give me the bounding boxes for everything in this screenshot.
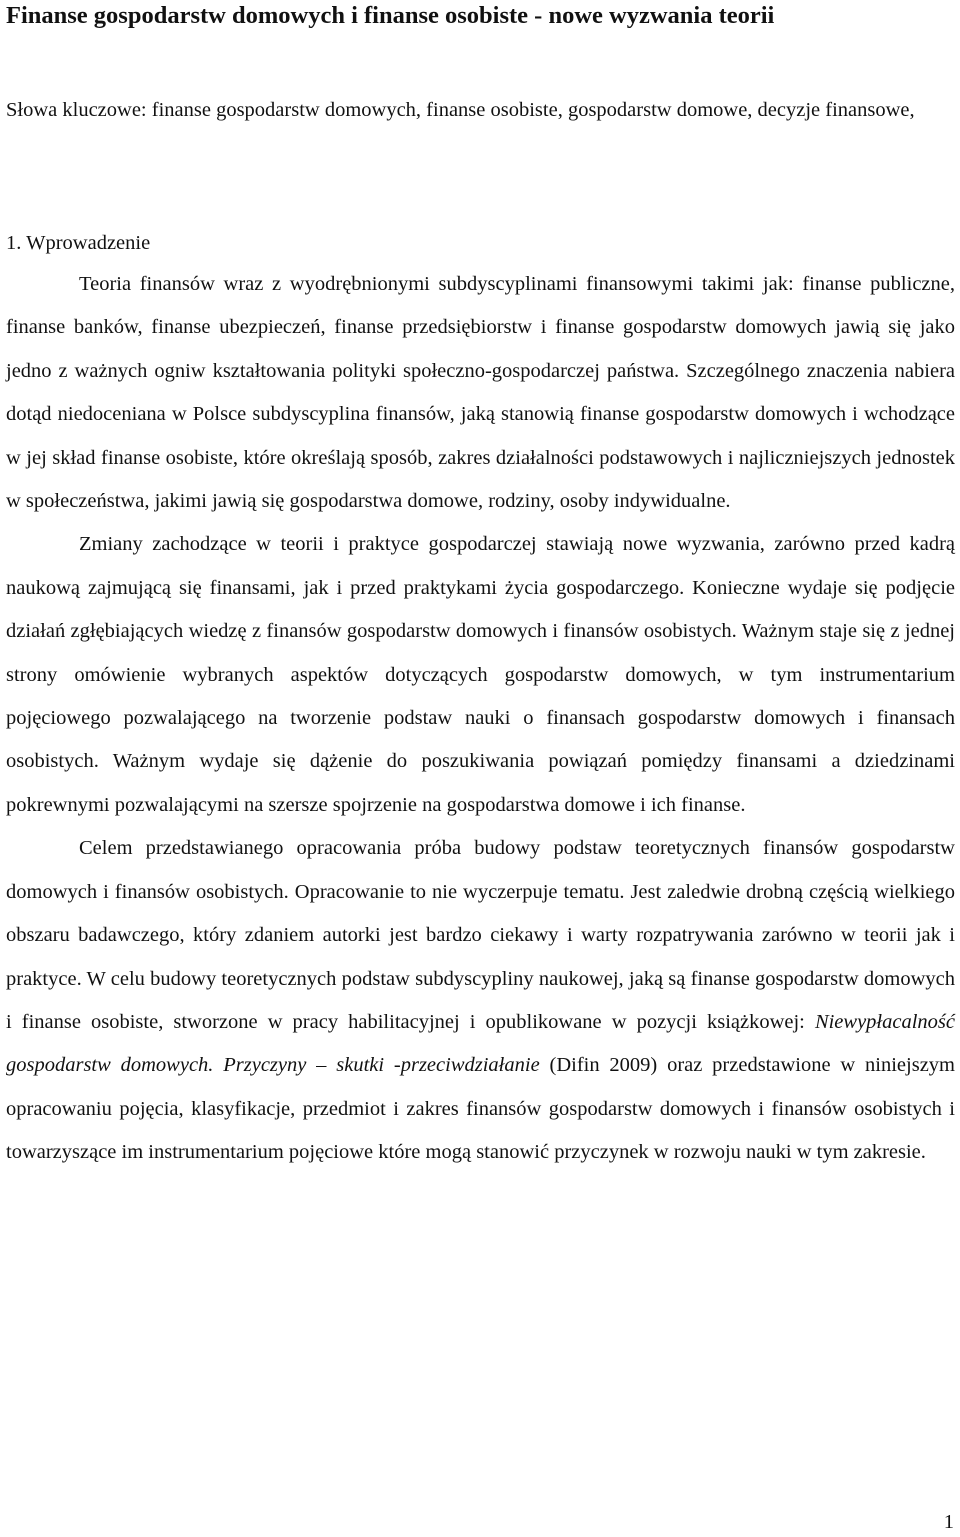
paragraph-3-start: Celem przedstawianego opracowania próba budowy podstaw teoretycznych finansów gospodarstw domowych i finansów osobistych. Opracowanie to nie wyczerpuje tematu. Jest zaledwie drobną częścią wielkiego obszaru badawczego, który zdaniem autorki jest bardzo ciekawy i warty rozpatrywania zarówno w teorii jak i praktyce. W celu budowy teoretycznych podstaw subdyscypliny naukowej, jaką są finanse gospodarstw domowych i finanse osobiste, stworzone w pracy habilitacyjnej i opublikowane w pozycji książkowej: (6, 837, 955, 1033)
paragraph-3-end: (Difin 2009) oraz przedstawione w niniejszym opracowaniu pojęcia, klasyfikacje, przedmiot i zakres finansów gospodarstw domowych i finansów osobistych i towarzyszące im instrumentarium pojęciowe które mogą stanowić przyczynek w rozwoju nauki w tym zakresie. (6, 1054, 955, 1164)
keywords-line: Słowa kluczowe: finanse gospodarstw domowych, finanse osobiste, gospodarstw domowe, decyzje finansowe, (6, 99, 915, 121)
paragraph-1: Teoria finansów wraz z wyodrębnionymi subdyscyplinami finansowymi takimi jak: finanse publiczne, finanse banków, finanse ubezpieczeń, finanse przedsiębiorstw i finanse gospodarstw domowych jawią się jako jedno z ważnych ogniw kształtowania polityki społeczno-gospodarczej państwa. Szczególnego znaczenia nabiera dotąd niedoceniana w Polsce subdyscyplina finansów, jaką stanowią finanse gospodarstw domowych i wchodzące w jej skład finanse osobiste, które określają sposób, zakres działalności podstawowych i najliczniejszych jednostek w społeczeństwa, jakimi jawią się gospodarstwa domowe, rodziny, osoby indywidualne. (6, 273, 955, 513)
body-text (6, 263, 955, 1175)
cited-book-title: Niewypłacalność gospodarstw domowych. Przyczyny – skutki -przeciwdziałanie (6, 1010, 955, 1077)
page-number: 1 (943, 1511, 954, 1533)
section-heading: 1. Wprowadzenie (6, 232, 151, 254)
paragraph-2: Zmiany zachodzące w teorii i praktyce gospodarczej stawiają nowe wyzwania, zarówno przed kadrą naukową zajmującą się finansami, jak i przed praktykami życia gospodarczego. Konieczne wydaje się podjęcie działań zgłębiających wiedzę z finansów gospodarstw domowych i finansów osobistych. Ważnym staje się z jednej strony omówienie wybranych aspektów dotyczących gospodarstw domowych, w tym instrumentarium pojęciowego pozwalającego na tworzenie podstaw nauki o finansach gospodarstw domowych i finansach osobistych. Ważnym wydaje się dążenie do poszukiwania powiązań pomiędzy finansami a dziedzinami pokrewnymi pozwalającymi na szersze spojrzenie na gospodarstwa domowe i ich finanse. (6, 533, 955, 816)
document-title: Finanse gospodarstw domowych i finanse osobiste - nowe wyzwania teorii (6, 2, 775, 29)
paragraph-3 (6, 827, 955, 1174)
